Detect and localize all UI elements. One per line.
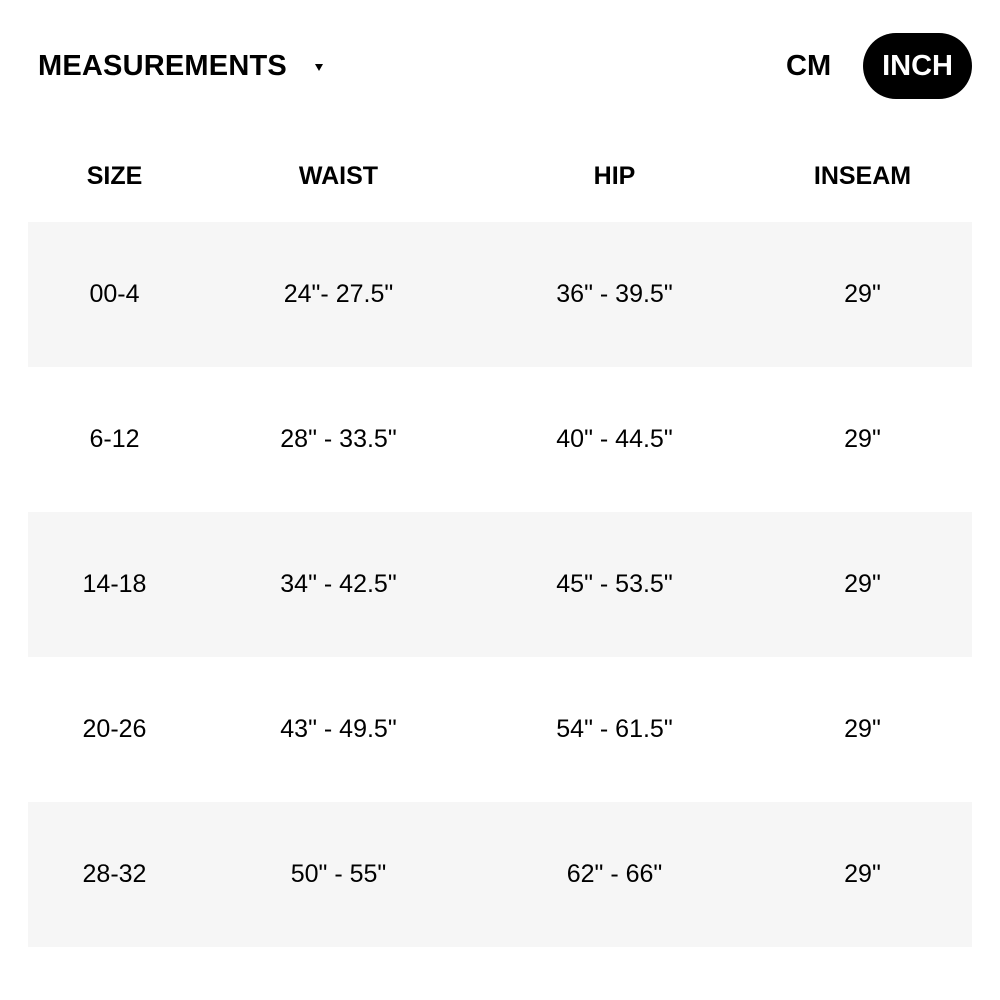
inseam-cell: 29": [844, 860, 881, 888]
column-header-hip: HIP: [593, 161, 636, 190]
table-row: [28, 512, 972, 657]
hip-cell: 40" - 44.5": [556, 425, 673, 453]
unit-inch-button[interactable]: INCH: [863, 33, 972, 99]
measurements-dropdown[interactable]: [38, 44, 323, 88]
size-chart-header: [0, 0, 1000, 130]
measurements-label: MEASUREMENTS: [38, 49, 287, 82]
waist-cell: 34" - 42.5": [280, 570, 397, 598]
inseam-cell: 29": [844, 715, 881, 743]
size-cell: 6-12: [89, 425, 140, 453]
size-cell: 20-26: [82, 715, 147, 743]
inseam-cell: 29": [844, 570, 881, 598]
inseam-cell: 29": [844, 280, 881, 308]
size-cell: 14-18: [82, 570, 147, 598]
column-header-inseam: INSEAM: [813, 161, 912, 190]
size-cell: 28-32: [82, 860, 147, 888]
size-table: [28, 130, 972, 947]
table-row: [28, 657, 972, 802]
table-row: [28, 802, 972, 947]
unit-cm-button[interactable]: CM: [786, 50, 832, 82]
hip-cell: 36" - 39.5": [556, 280, 673, 308]
waist-cell: 24"- 27.5": [283, 280, 394, 308]
column-header-waist: WAIST: [298, 161, 379, 190]
inseam-cell: 29": [844, 425, 881, 453]
hip-cell: 54" - 61.5": [556, 715, 673, 743]
column-header-size: SIZE: [86, 161, 143, 190]
hip-cell: 45" - 53.5": [556, 570, 673, 598]
unit-toggle: [767, 33, 972, 99]
waist-cell: 50" - 55": [290, 860, 387, 888]
hip-cell: 62" - 66": [566, 860, 663, 888]
table-row: [28, 367, 972, 512]
table-header-row: [28, 130, 972, 222]
waist-cell: 28" - 33.5": [280, 425, 397, 453]
size-cell: 00-4: [89, 280, 140, 308]
waist-cell: 43" - 49.5": [280, 715, 397, 743]
table-row: [28, 222, 972, 367]
caret-down-icon: [315, 64, 323, 71]
